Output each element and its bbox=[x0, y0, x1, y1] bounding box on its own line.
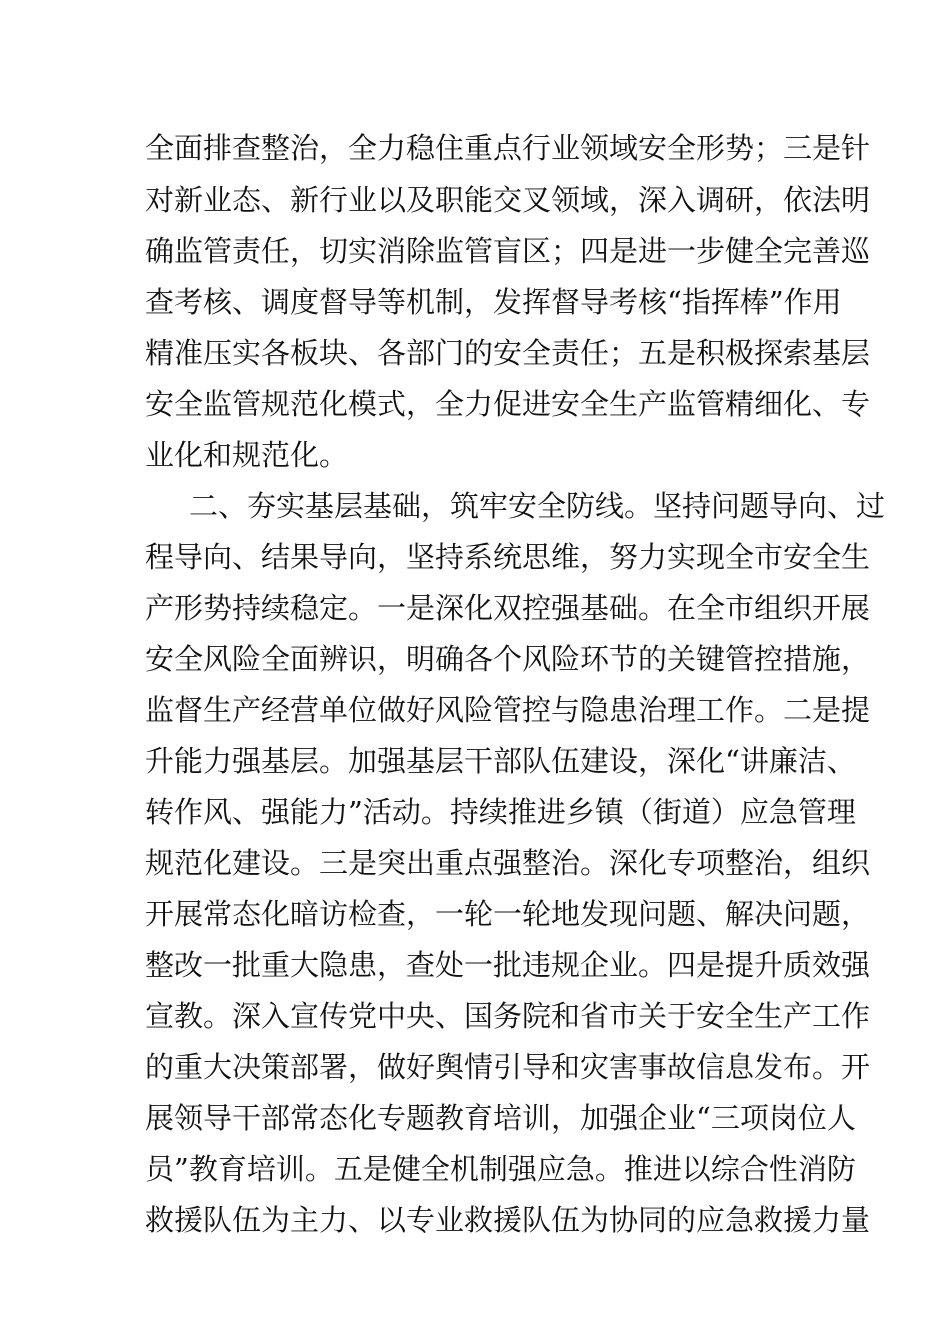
paragraph-1-line-3: 确监管责任，切实消除监管盲区；四是进一步健全完善巡 bbox=[145, 234, 871, 268]
paragraph-1-line-5: 精准压实各板块、各部门的安全责任；五是积极探索基层 bbox=[145, 336, 871, 370]
paragraph-1-line-7: 业化和规范化。 bbox=[145, 438, 349, 472]
paragraph-2-line-4: 安全风险全面辨识，明确各个风险环节的关键管控措施， bbox=[145, 642, 871, 676]
paragraph-1-line-6: 安全监管规范化模式，全力促进安全生产监管精细化、专 bbox=[145, 387, 871, 421]
paragraph-1-line-1: 全面排查整治，全力稳住重点行业领域安全形势；三是针 bbox=[145, 131, 871, 165]
paragraph-2-line-13: 展领导干部常态化专题教育培训，加强企业“三项岗位人 bbox=[145, 1101, 856, 1135]
paragraph-2-line-1: 二、夯实基层基础，筑牢安全防线。坚持问题导向、过 bbox=[189, 489, 886, 523]
paragraph-2-line-3: 产形势持续稳定。一是深化双控强基础。在全市组织开展 bbox=[145, 591, 871, 625]
paragraph-2-line-8: 规范化建设。三是突出重点强整治。深化专项整治，组织 bbox=[145, 846, 871, 880]
paragraph-1-line-2: 对新业态、新行业以及职能交叉领域，深入调研，依法明 bbox=[145, 183, 871, 217]
paragraph-2-line-11: 宣教。深入宣传党中央、国务院和省市关于安全生产工作 bbox=[145, 999, 871, 1033]
paragraph-2-line-5: 监督生产经营单位做好风险管控与隐患治理工作。二是提 bbox=[145, 693, 871, 727]
paragraph-2-line-12: 的重大决策部署，做好舆情引导和灾害事故信息发布。开 bbox=[145, 1050, 871, 1084]
paragraph-2-line-10: 整改一批重大隐患，查处一批违规企业。四是提升质效强 bbox=[145, 948, 871, 982]
paragraph-2-line-6: 升能力强基层。加强基层干部队伍建设，深化“讲廉洁、 bbox=[145, 744, 856, 778]
paragraph-2-line-15: 救援队伍为主力、以专业救援队伍为协同的应急救援力量 bbox=[145, 1203, 871, 1237]
paragraph-2-line-9: 开展常态化暗访检查，一轮一轮地发现问题、解决问题， bbox=[145, 897, 871, 931]
paragraph-2-line-2: 程导向、结果导向，坚持系统思维，努力实现全市安全生 bbox=[145, 540, 871, 574]
paragraph-1-line-4: 查考核、调度督导等机制，发挥督导考核“指挥棒”作用 bbox=[145, 285, 842, 319]
paragraph-2-line-14: 员”教育培训。五是健全机制强应急。推进以综合性消防 bbox=[145, 1152, 856, 1186]
paragraph-2-line-7: 转作风、强能力”活动。持续推进乡镇（街道）应急管理 bbox=[145, 795, 856, 829]
